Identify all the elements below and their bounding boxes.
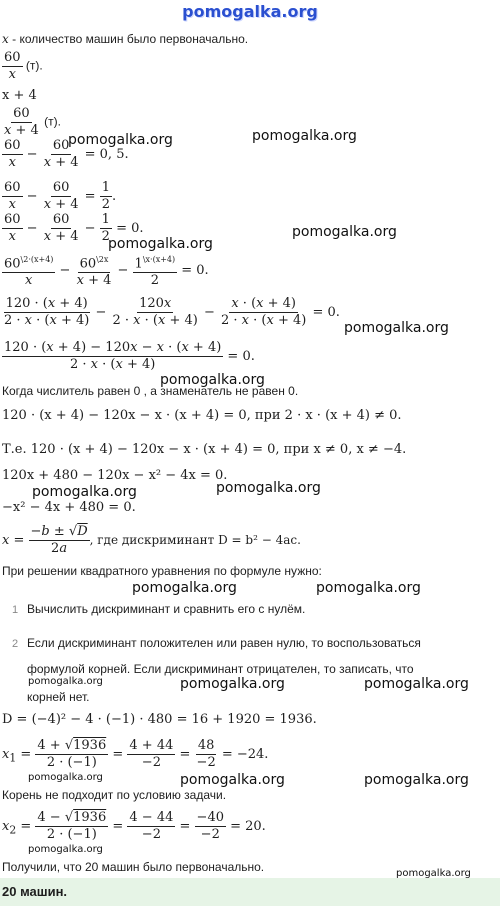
intro-line: x - количество машин было первоначально.: [2, 32, 249, 46]
watermark: pomogalka.org: [216, 480, 321, 496]
expand-line-2: −x² − 4x + 480 = 0.: [2, 500, 136, 515]
watermark: pomogalka.org: [180, 772, 285, 788]
equation-2: $\frac{60}{x}$ − $\frac{60}{x + 4}$ = $\frac{1}{2}$ .: [4, 180, 117, 212]
watermark: pomogalka.org: [28, 844, 103, 855]
watermark: pomogalka.org: [344, 320, 449, 336]
quadratic-formula: x = $\frac{-b \pm √D}{2a}$ , где дискриминант D = b² − 4ac.: [2, 524, 301, 556]
condition-line-2: Т.е. 120 · (x + 4) − 120x − x · (x + 4) = 0, при x ≠ 0, x ≠ −4.: [2, 442, 407, 457]
site-header-watermark[interactable]: pomogalka.org: [182, 2, 318, 21]
equation-1: $\frac{60}{x}$ − $\frac{60}{x + 4}$ = 0, 5.: [4, 138, 129, 170]
answer-bar: [0, 878, 500, 906]
watermark: pomogalka.org: [160, 372, 265, 388]
watermark: pomogalka.org: [292, 224, 397, 240]
fraction-60-x4: $\frac{60}{x + 4}$ (т).: [4, 106, 61, 138]
condition-line-1: 120 · (x + 4) − 120x − x · (x + 4) = 0, при 2 · x · (x + 4) ≠ 0.: [2, 408, 402, 423]
step-1-number: 1: [12, 604, 19, 616]
x-plus-4: x + 4: [2, 88, 37, 103]
root-reject-text: Корень не подходит по условию задачи.: [2, 788, 227, 802]
equation-4: $\frac{60^{\backslash 2\cdot(x+4)}}{x}$ − $\frac{60^{\backslash 2x}}{x + 4}$ − $\frac{1^{\backslash x\cdot(x+4)}}{2}$ = 0.: [2, 252, 209, 289]
conclusion-text: Получили, что 20 машин было первоначально.: [2, 860, 265, 874]
watermark: pomogalka.org: [364, 772, 469, 788]
watermark: pomogalka.org: [180, 676, 285, 692]
watermark: pomogalka.org: [364, 676, 469, 692]
equation-5: $\frac{120 \cdot (x + 4)}{2 \cdot x \cdot (x + 4)}$ − $\frac{120x}{2 \cdot x \cdot (x + 4)}$ − $\frac{x \cdot (x + 4)}{2 \cdot x \cdot (x + 4)}$ = 0.: [4, 296, 340, 328]
discriminant-line: D = (−4)² − 4 · (−1) · 480 = 16 + 1920 = 1936.: [2, 712, 317, 727]
watermark: pomogalka.org: [108, 236, 213, 252]
watermark: pomogalka.org: [28, 772, 103, 783]
watermark: pomogalka.org: [396, 868, 471, 879]
solve-intro: При решении квадратного уравнения по формуле нужно:: [2, 564, 322, 578]
root-x1: $x_1$ = $\frac{4 + √1936}{2 \cdot (-1)}$ = $\frac{4 + 44}{-2}$ = $\frac{48}{-2}$ = −24.: [2, 738, 269, 770]
watermark: pomogalka.org: [132, 580, 237, 596]
equation-6: $\frac{120 \cdot (x + 4) - 120x - x \cdot (x + 4)}{2 \cdot x \cdot (x + 4)}$ = 0.: [4, 340, 255, 372]
expand-line-1: 120x + 480 − 120x − x² − 4x = 0.: [2, 468, 228, 483]
step-2-number: 2: [12, 638, 19, 650]
when-text: Когда числитель равен 0 , а знаменатель не равен 0.: [2, 384, 299, 398]
watermark: pomogalka.org: [68, 132, 173, 148]
step-2-text-a: Если дискриминант положителен или равен нулю, то воспользоваться: [27, 636, 421, 650]
root-x2: $x_2$ = $\frac{4 - √1936}{2 \cdot (-1)}$ = $\frac{4 - 44}{-2}$ = $\frac{-40}{-2}$ = 20.: [2, 810, 266, 842]
step-1-text: Вычислить дискриминант и сравнить его с нулём.: [27, 602, 306, 616]
watermark: pomogalka.org: [28, 676, 103, 687]
watermark: pomogalka.org: [316, 580, 421, 596]
step-2-text-b: формулой корней. Если дискриминант отрицателен, то записать, что: [27, 662, 414, 676]
step-2-text-c: корней нет.: [27, 690, 90, 704]
watermark: pomogalka.org: [32, 484, 137, 500]
equation-3: $\frac{60}{x}$ − $\frac{60}{x + 4}$ − $\frac{1}{2}$ = 0.: [4, 212, 144, 244]
watermark: pomogalka.org: [252, 128, 357, 144]
answer-text: 20 машин.: [2, 884, 68, 899]
fraction-60-x: $\frac{60}{x}$ (т).: [4, 50, 43, 82]
